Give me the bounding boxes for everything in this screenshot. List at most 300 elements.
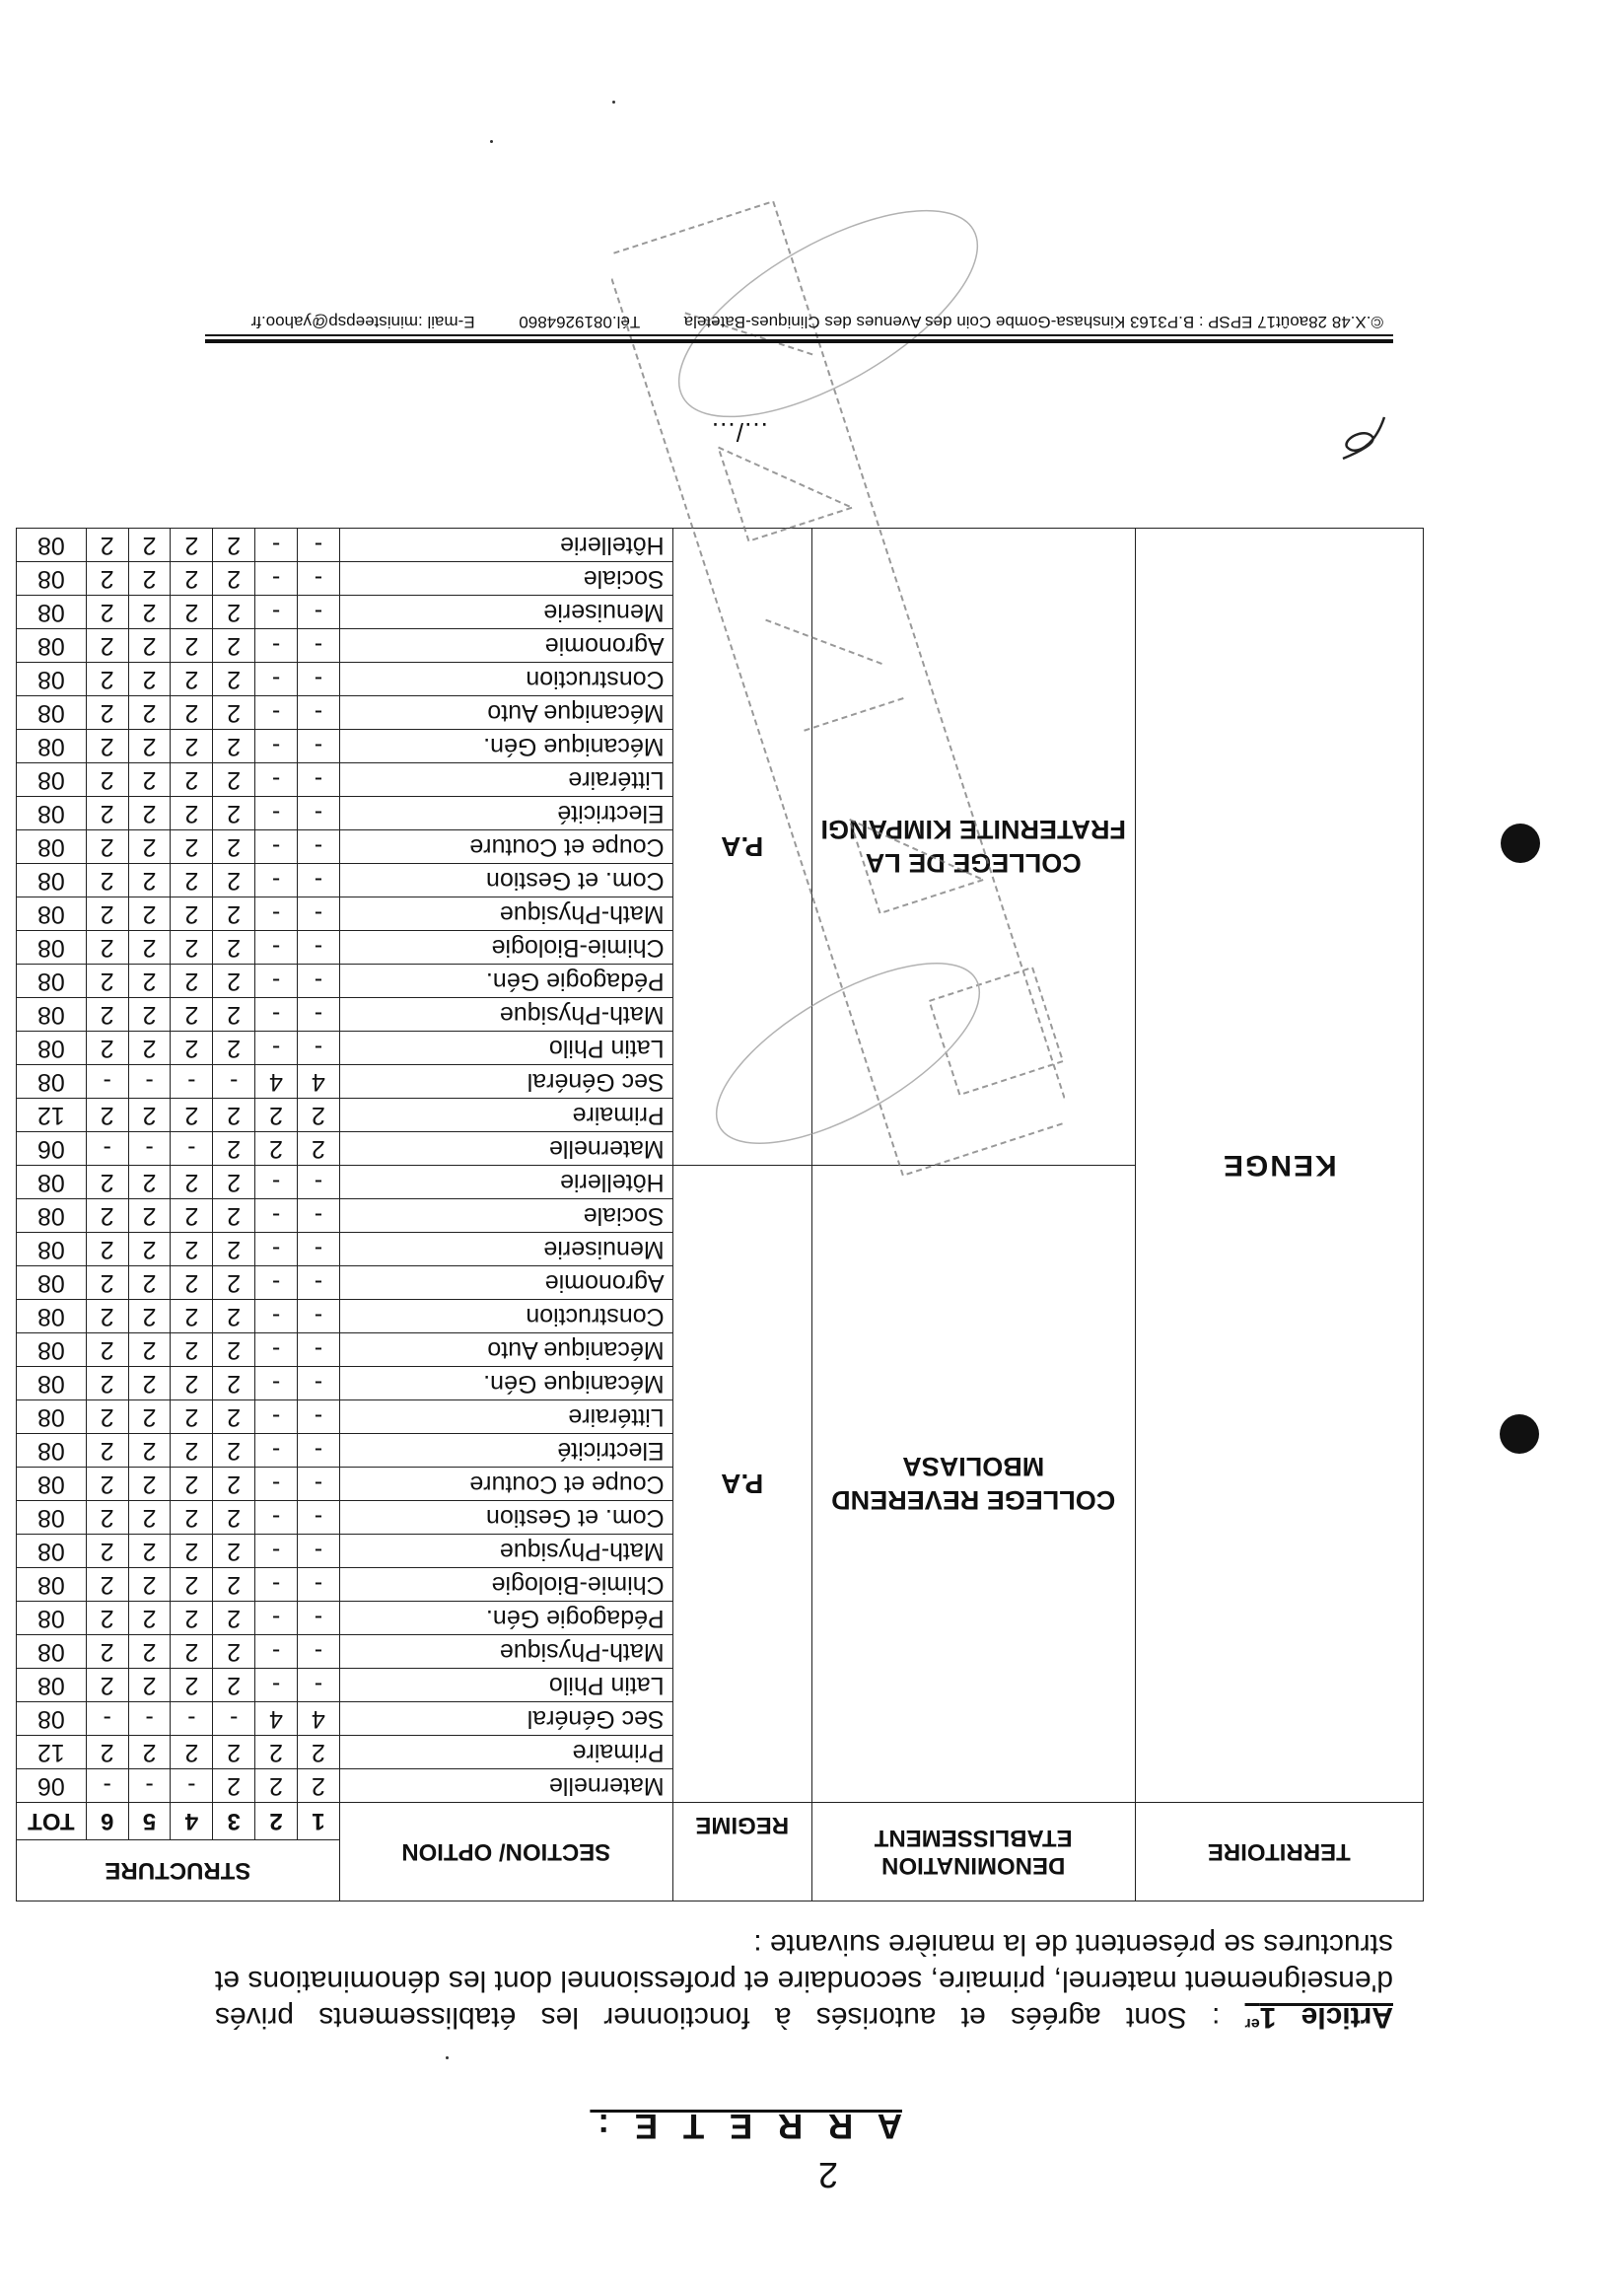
class-count-cell: 2 [128, 864, 171, 897]
class-count-cell: 2 [213, 1769, 255, 1803]
class-count-cell: 2 [128, 1501, 171, 1535]
class-count-cell: - [255, 696, 298, 730]
header-col-3: 3 [213, 1803, 255, 1840]
class-count-cell: 2 [86, 1635, 128, 1669]
total-cell: 08 [17, 1199, 87, 1233]
signature-mark [1335, 407, 1394, 466]
header-col-5: 5 [128, 1803, 171, 1840]
option-cell: Coupe et Couture [339, 1468, 672, 1501]
class-count-cell: 2 [213, 763, 255, 797]
class-count-cell: 2 [171, 931, 213, 965]
class-count-cell: 2 [128, 897, 171, 931]
class-count-cell: 2 [86, 1602, 128, 1635]
header-col-1: 1 [297, 1803, 339, 1840]
option-cell: Primaire [339, 1099, 672, 1132]
header-col-4: 4 [171, 1803, 213, 1840]
article-text: : Sont agréés et autorisés à fonctionner les établissements privés d'enseignement maternel, primaire, secondaire et professionnel dont les dénominations et structures se présentent de la manière suivante : [214, 1928, 1393, 2034]
class-count-cell: 2 [171, 1669, 213, 1702]
class-count-cell: 2 [86, 1434, 128, 1468]
class-count-cell: 2 [213, 1300, 255, 1333]
option-cell: Electricité [339, 797, 672, 830]
option-cell: Sociale [339, 562, 672, 596]
class-count-cell: - [297, 1333, 339, 1367]
class-count-cell: 2 [128, 1032, 171, 1065]
class-count-cell: 2 [171, 730, 213, 763]
class-count-cell: - [255, 1602, 298, 1635]
class-count-cell: 2 [128, 1400, 171, 1434]
total-cell: 08 [17, 797, 87, 830]
class-count-cell: - [255, 864, 298, 897]
total-cell: 08 [17, 998, 87, 1032]
option-cell: Com. et Gestion [339, 864, 672, 897]
punch-hole-bottom [1501, 824, 1540, 863]
class-count-cell: - [255, 830, 298, 864]
class-count-cell: 2 [171, 1099, 213, 1132]
class-count-cell: - [255, 998, 298, 1032]
class-count-cell: 2 [171, 864, 213, 897]
class-count-cell: 2 [213, 897, 255, 931]
class-count-cell: 2 [86, 1501, 128, 1535]
total-cell: 08 [17, 696, 87, 730]
decree-title: A R R E T E : [590, 2107, 902, 2145]
class-count-cell: - [86, 1702, 128, 1736]
option-cell: Electricité [339, 1434, 672, 1468]
class-count-cell: 4 [255, 1065, 298, 1099]
class-count-cell: 2 [171, 797, 213, 830]
option-cell: Mécanique Auto [339, 1333, 672, 1367]
class-count-cell: - [213, 1065, 255, 1099]
class-count-cell: 2 [171, 1233, 213, 1266]
total-cell: 08 [17, 1468, 87, 1501]
class-count-cell: 2 [255, 1769, 298, 1803]
class-count-cell: 2 [213, 931, 255, 965]
class-count-cell: - [86, 1769, 128, 1803]
class-count-cell: 2 [213, 629, 255, 663]
class-count-cell: 2 [86, 562, 128, 596]
class-count-cell: 2 [171, 1568, 213, 1602]
class-count-cell: - [297, 730, 339, 763]
class-count-cell: - [255, 1400, 298, 1434]
class-count-cell: 2 [213, 830, 255, 864]
class-count-cell: 2 [213, 965, 255, 998]
total-cell: 08 [17, 965, 87, 998]
class-count-cell: - [171, 1702, 213, 1736]
header-section-option: SECTION/ OPTION [339, 1803, 672, 1901]
class-count-cell: 2 [128, 1602, 171, 1635]
class-count-cell: - [297, 596, 339, 629]
option-cell: Sec Général [339, 1702, 672, 1736]
class-count-cell: 2 [171, 763, 213, 797]
class-count-cell: 2 [255, 1099, 298, 1132]
class-count-cell: 2 [128, 1166, 171, 1199]
footer-rule-thin [205, 335, 1393, 337]
class-count-cell: - [255, 1434, 298, 1468]
class-count-cell: 2 [86, 1300, 128, 1333]
class-count-cell: 2 [213, 1199, 255, 1233]
class-count-cell: - [255, 730, 298, 763]
total-cell: 06 [17, 1769, 87, 1803]
option-cell: Maternelle [339, 1769, 672, 1803]
denomination-cell: COLLEGE REVEREND MBOLIASA [811, 1166, 1135, 1803]
class-count-cell: - [128, 1702, 171, 1736]
class-count-cell: 2 [213, 1468, 255, 1501]
class-count-cell: 2 [297, 1769, 339, 1803]
class-count-cell: - [297, 830, 339, 864]
total-cell: 12 [17, 1736, 87, 1769]
class-count-cell: - [255, 629, 298, 663]
class-count-cell: - [297, 1166, 339, 1199]
class-count-cell: - [255, 1166, 298, 1199]
class-count-cell: - [128, 1769, 171, 1803]
class-count-cell: 2 [171, 1434, 213, 1468]
header-territoire: TERRITOIRE [1135, 1803, 1423, 1901]
total-cell: 08 [17, 562, 87, 596]
class-count-cell: - [255, 1535, 298, 1568]
class-count-cell: 4 [297, 1065, 339, 1099]
table-row [17, 1769, 1424, 1803]
class-count-cell: 2 [171, 696, 213, 730]
total-cell: 08 [17, 663, 87, 696]
class-count-cell: 2 [86, 1468, 128, 1501]
option-cell: Com. et Gestion [339, 1501, 672, 1535]
class-count-cell: 2 [128, 1669, 171, 1702]
class-count-cell: 2 [171, 1032, 213, 1065]
class-count-cell: 2 [213, 797, 255, 830]
class-count-cell: - [297, 529, 339, 562]
class-count-cell: - [297, 1669, 339, 1702]
class-count-cell: 2 [128, 1099, 171, 1132]
class-count-cell: 2 [86, 1669, 128, 1702]
option-cell: Latin Philo [339, 1669, 672, 1702]
total-cell: 08 [17, 1166, 87, 1199]
class-count-cell: 2 [128, 1333, 171, 1367]
class-count-cell: 2 [213, 1032, 255, 1065]
total-cell: 08 [17, 730, 87, 763]
class-count-cell: - [255, 1333, 298, 1367]
class-count-cell: 2 [86, 931, 128, 965]
class-count-cell: 2 [171, 897, 213, 931]
option-cell: Math-Physique [339, 1535, 672, 1568]
class-count-cell: 2 [128, 1199, 171, 1233]
class-count-cell: 2 [213, 1367, 255, 1400]
class-count-cell: 2 [128, 797, 171, 830]
article-label-text: Article 1 [1259, 2001, 1393, 2034]
total-cell: 08 [17, 931, 87, 965]
option-cell: Math-Physique [339, 897, 672, 931]
option-cell: Pédagogie Gén. [339, 1602, 672, 1635]
header-col-6: 6 [86, 1803, 128, 1840]
class-count-cell: - [297, 1501, 339, 1535]
class-count-cell: - [297, 1266, 339, 1300]
class-count-cell: - [128, 1132, 171, 1166]
class-count-cell: 2 [213, 1535, 255, 1568]
total-cell: 08 [17, 1669, 87, 1702]
class-count-cell: 4 [255, 1702, 298, 1736]
class-count-cell: - [297, 897, 339, 931]
scan-speck [612, 101, 615, 104]
option-cell: Latin Philo [339, 1032, 672, 1065]
header-col-2: 2 [255, 1803, 298, 1840]
class-count-cell: 2 [171, 629, 213, 663]
class-count-cell: 2 [213, 1568, 255, 1602]
class-count-cell: - [86, 1065, 128, 1099]
class-count-cell: 2 [213, 529, 255, 562]
class-count-cell: 2 [128, 730, 171, 763]
class-count-cell: - [297, 797, 339, 830]
class-count-cell: - [297, 1032, 339, 1065]
class-count-cell: 2 [86, 730, 128, 763]
option-cell: Menuiserie [339, 1233, 672, 1266]
article-paragraph [215, 1926, 1393, 2042]
class-count-cell: 2 [171, 998, 213, 1032]
class-count-cell: 2 [213, 1736, 255, 1769]
total-cell: 08 [17, 1032, 87, 1065]
class-count-cell: - [255, 562, 298, 596]
class-count-cell: - [297, 629, 339, 663]
option-cell: Mécanique Gén. [339, 730, 672, 763]
class-count-cell: 2 [86, 1266, 128, 1300]
total-cell: 08 [17, 1300, 87, 1333]
header-regime: REGIME [672, 1803, 811, 1901]
class-count-cell: 2 [171, 1333, 213, 1367]
class-count-cell: 2 [171, 830, 213, 864]
class-count-cell: - [255, 1635, 298, 1669]
scan-speck [490, 140, 493, 143]
option-cell: Agronomie [339, 1266, 672, 1300]
class-count-cell: - [297, 1400, 339, 1434]
class-count-cell: - [255, 763, 298, 797]
class-count-cell: 2 [128, 1535, 171, 1568]
class-count-cell: - [255, 1669, 298, 1702]
footer-rule-thick [205, 339, 1393, 343]
option-cell: Math-Physique [339, 998, 672, 1032]
total-cell: 08 [17, 1065, 87, 1099]
class-count-cell: - [255, 797, 298, 830]
class-count-cell: 2 [128, 529, 171, 562]
class-count-cell: 2 [171, 529, 213, 562]
footer-phone: Tél.0819264860 [519, 313, 641, 331]
class-count-cell: 2 [171, 663, 213, 696]
option-cell: Littéraire [339, 1400, 672, 1434]
class-count-cell: - [297, 1233, 339, 1266]
total-cell: 08 [17, 1501, 87, 1535]
class-count-cell: - [297, 1468, 339, 1501]
class-count-cell: 2 [213, 1501, 255, 1535]
total-cell: 08 [17, 1434, 87, 1468]
option-cell: Math-Physique [339, 1635, 672, 1669]
class-count-cell: - [297, 763, 339, 797]
class-count-cell: 2 [171, 1199, 213, 1233]
option-cell: Pédagogie Gén. [339, 965, 672, 998]
option-cell: Chimie-Biologie [339, 931, 672, 965]
option-cell: Hôtellerie [339, 1166, 672, 1199]
class-count-cell: 2 [86, 629, 128, 663]
class-count-cell: 2 [213, 864, 255, 897]
class-count-cell: 2 [86, 596, 128, 629]
class-count-cell: 2 [86, 1535, 128, 1568]
header-structure: STRUCTURE [17, 1840, 340, 1901]
class-count-cell: 2 [128, 629, 171, 663]
class-count-cell: - [255, 596, 298, 629]
class-count-cell: 2 [213, 1602, 255, 1635]
total-cell: 08 [17, 1568, 87, 1602]
page-number: 2 [817, 2155, 838, 2195]
class-count-cell: 2 [255, 1132, 298, 1166]
total-cell: 08 [17, 1702, 87, 1736]
total-cell: 08 [17, 1535, 87, 1568]
class-count-cell: 2 [128, 1635, 171, 1669]
class-count-cell: 2 [128, 1468, 171, 1501]
class-count-cell: 2 [86, 1099, 128, 1132]
class-count-cell: 2 [86, 830, 128, 864]
option-cell: Maternelle [339, 1132, 672, 1166]
class-count-cell: - [297, 1434, 339, 1468]
class-count-cell: 2 [297, 1132, 339, 1166]
class-count-cell: 2 [171, 596, 213, 629]
class-count-cell: 2 [213, 1166, 255, 1199]
class-count-cell: 2 [128, 1233, 171, 1266]
class-count-cell: 2 [213, 562, 255, 596]
class-count-cell: 2 [86, 1333, 128, 1367]
class-count-cell: 2 [128, 763, 171, 797]
class-count-cell: 2 [128, 965, 171, 998]
header-col-tot: TOT [17, 1803, 87, 1840]
class-count-cell: - [255, 1199, 298, 1233]
class-count-cell: 2 [128, 562, 171, 596]
class-count-cell: 2 [128, 1266, 171, 1300]
class-count-cell: 2 [86, 1568, 128, 1602]
class-count-cell: - [297, 998, 339, 1032]
class-count-cell: 2 [213, 1233, 255, 1266]
footer-email: E-mail :ministeepsp@yahoo.fr [250, 313, 475, 331]
class-count-cell: 2 [171, 1501, 213, 1535]
option-cell: Chimie-Biologie [339, 1568, 672, 1602]
class-count-cell: 2 [86, 797, 128, 830]
class-count-cell: 2 [86, 897, 128, 931]
class-count-cell: 2 [213, 1400, 255, 1434]
class-count-cell: 2 [86, 1400, 128, 1434]
class-count-cell: 2 [128, 1736, 171, 1769]
class-count-cell: 2 [171, 1535, 213, 1568]
class-count-cell: 2 [86, 1367, 128, 1400]
class-count-cell: - [213, 1702, 255, 1736]
class-count-cell: - [255, 965, 298, 998]
total-cell: 08 [17, 830, 87, 864]
class-count-cell: - [255, 529, 298, 562]
class-count-cell: 2 [86, 1032, 128, 1065]
class-count-cell: 2 [128, 663, 171, 696]
class-count-cell: 2 [171, 1602, 213, 1635]
regime-cell: P.A [672, 1166, 811, 1803]
class-count-cell: 2 [128, 830, 171, 864]
option-cell: Mécanique Gén. [339, 1367, 672, 1400]
class-count-cell: - [297, 1367, 339, 1400]
class-count-cell: - [255, 1300, 298, 1333]
class-count-cell: - [171, 1769, 213, 1803]
class-count-cell: 2 [255, 1736, 298, 1769]
class-count-cell: 2 [213, 1266, 255, 1300]
class-count-cell: 2 [128, 931, 171, 965]
class-count-cell: 2 [86, 1233, 128, 1266]
option-cell: Mécanique Auto [339, 696, 672, 730]
punch-hole-top [1500, 1414, 1539, 1454]
article-label-sup: er [1244, 2015, 1260, 2032]
class-count-cell: 2 [171, 1166, 213, 1199]
class-count-cell: 2 [86, 1199, 128, 1233]
class-count-cell: 2 [128, 998, 171, 1032]
class-count-cell: 2 [86, 1166, 128, 1199]
class-count-cell: - [297, 696, 339, 730]
class-count-cell: - [255, 1032, 298, 1065]
class-count-cell: - [128, 1065, 171, 1099]
class-count-cell: 2 [128, 1434, 171, 1468]
continuation-mark: …/… [710, 417, 769, 447]
class-count-cell: 2 [297, 1099, 339, 1132]
class-count-cell: - [255, 1233, 298, 1266]
class-count-cell: 2 [171, 1300, 213, 1333]
class-count-cell: 2 [128, 1300, 171, 1333]
class-count-cell: - [255, 663, 298, 696]
class-count-cell: 2 [128, 1367, 171, 1400]
option-cell: Sociale [339, 1199, 672, 1233]
class-count-cell: 2 [171, 965, 213, 998]
class-count-cell: 2 [86, 763, 128, 797]
official-stamp-watermark [611, 146, 1065, 1231]
total-cell: 08 [17, 897, 87, 931]
class-count-cell: 2 [171, 1266, 213, 1300]
class-count-cell: - [297, 1602, 339, 1635]
class-count-cell: 2 [213, 596, 255, 629]
class-count-cell: 2 [86, 1736, 128, 1769]
option-cell: Primaire [339, 1736, 672, 1769]
class-count-cell: 2 [213, 1434, 255, 1468]
article-label [1245, 2001, 1393, 2034]
class-count-cell: 2 [213, 730, 255, 763]
class-count-cell: - [297, 1199, 339, 1233]
class-count-cell: - [297, 562, 339, 596]
class-count-cell: - [297, 1300, 339, 1333]
option-cell: Coupe et Couture [339, 830, 672, 864]
class-count-cell: 2 [86, 965, 128, 998]
total-cell: 06 [17, 1132, 87, 1166]
class-count-cell: - [255, 1568, 298, 1602]
scan-speck [446, 2056, 449, 2059]
option-cell: Agronomie [339, 629, 672, 663]
class-count-cell: - [255, 1367, 298, 1400]
class-count-cell: 2 [213, 1635, 255, 1669]
total-cell: 08 [17, 864, 87, 897]
class-count-cell: - [171, 1132, 213, 1166]
class-count-cell: 4 [297, 1702, 339, 1736]
denomination-cell: COLLEGE DE LA FRATERNITE KIMPANGI [811, 529, 1135, 1166]
total-cell: 08 [17, 1602, 87, 1635]
total-cell: 08 [17, 1400, 87, 1434]
class-count-cell: 2 [213, 1132, 255, 1166]
total-cell: 08 [17, 1233, 87, 1266]
total-cell: 08 [17, 629, 87, 663]
class-count-cell: - [255, 1468, 298, 1501]
total-cell: 08 [17, 1635, 87, 1669]
territoire-cell: KENGE [1135, 529, 1423, 1803]
class-count-cell: - [297, 1635, 339, 1669]
option-cell: Hôtellerie [339, 529, 672, 562]
class-count-cell: 2 [128, 596, 171, 629]
class-count-cell: - [171, 1065, 213, 1099]
class-count-cell: 2 [213, 663, 255, 696]
total-cell: 08 [17, 1266, 87, 1300]
class-count-cell: 2 [297, 1736, 339, 1769]
class-count-cell: - [297, 965, 339, 998]
